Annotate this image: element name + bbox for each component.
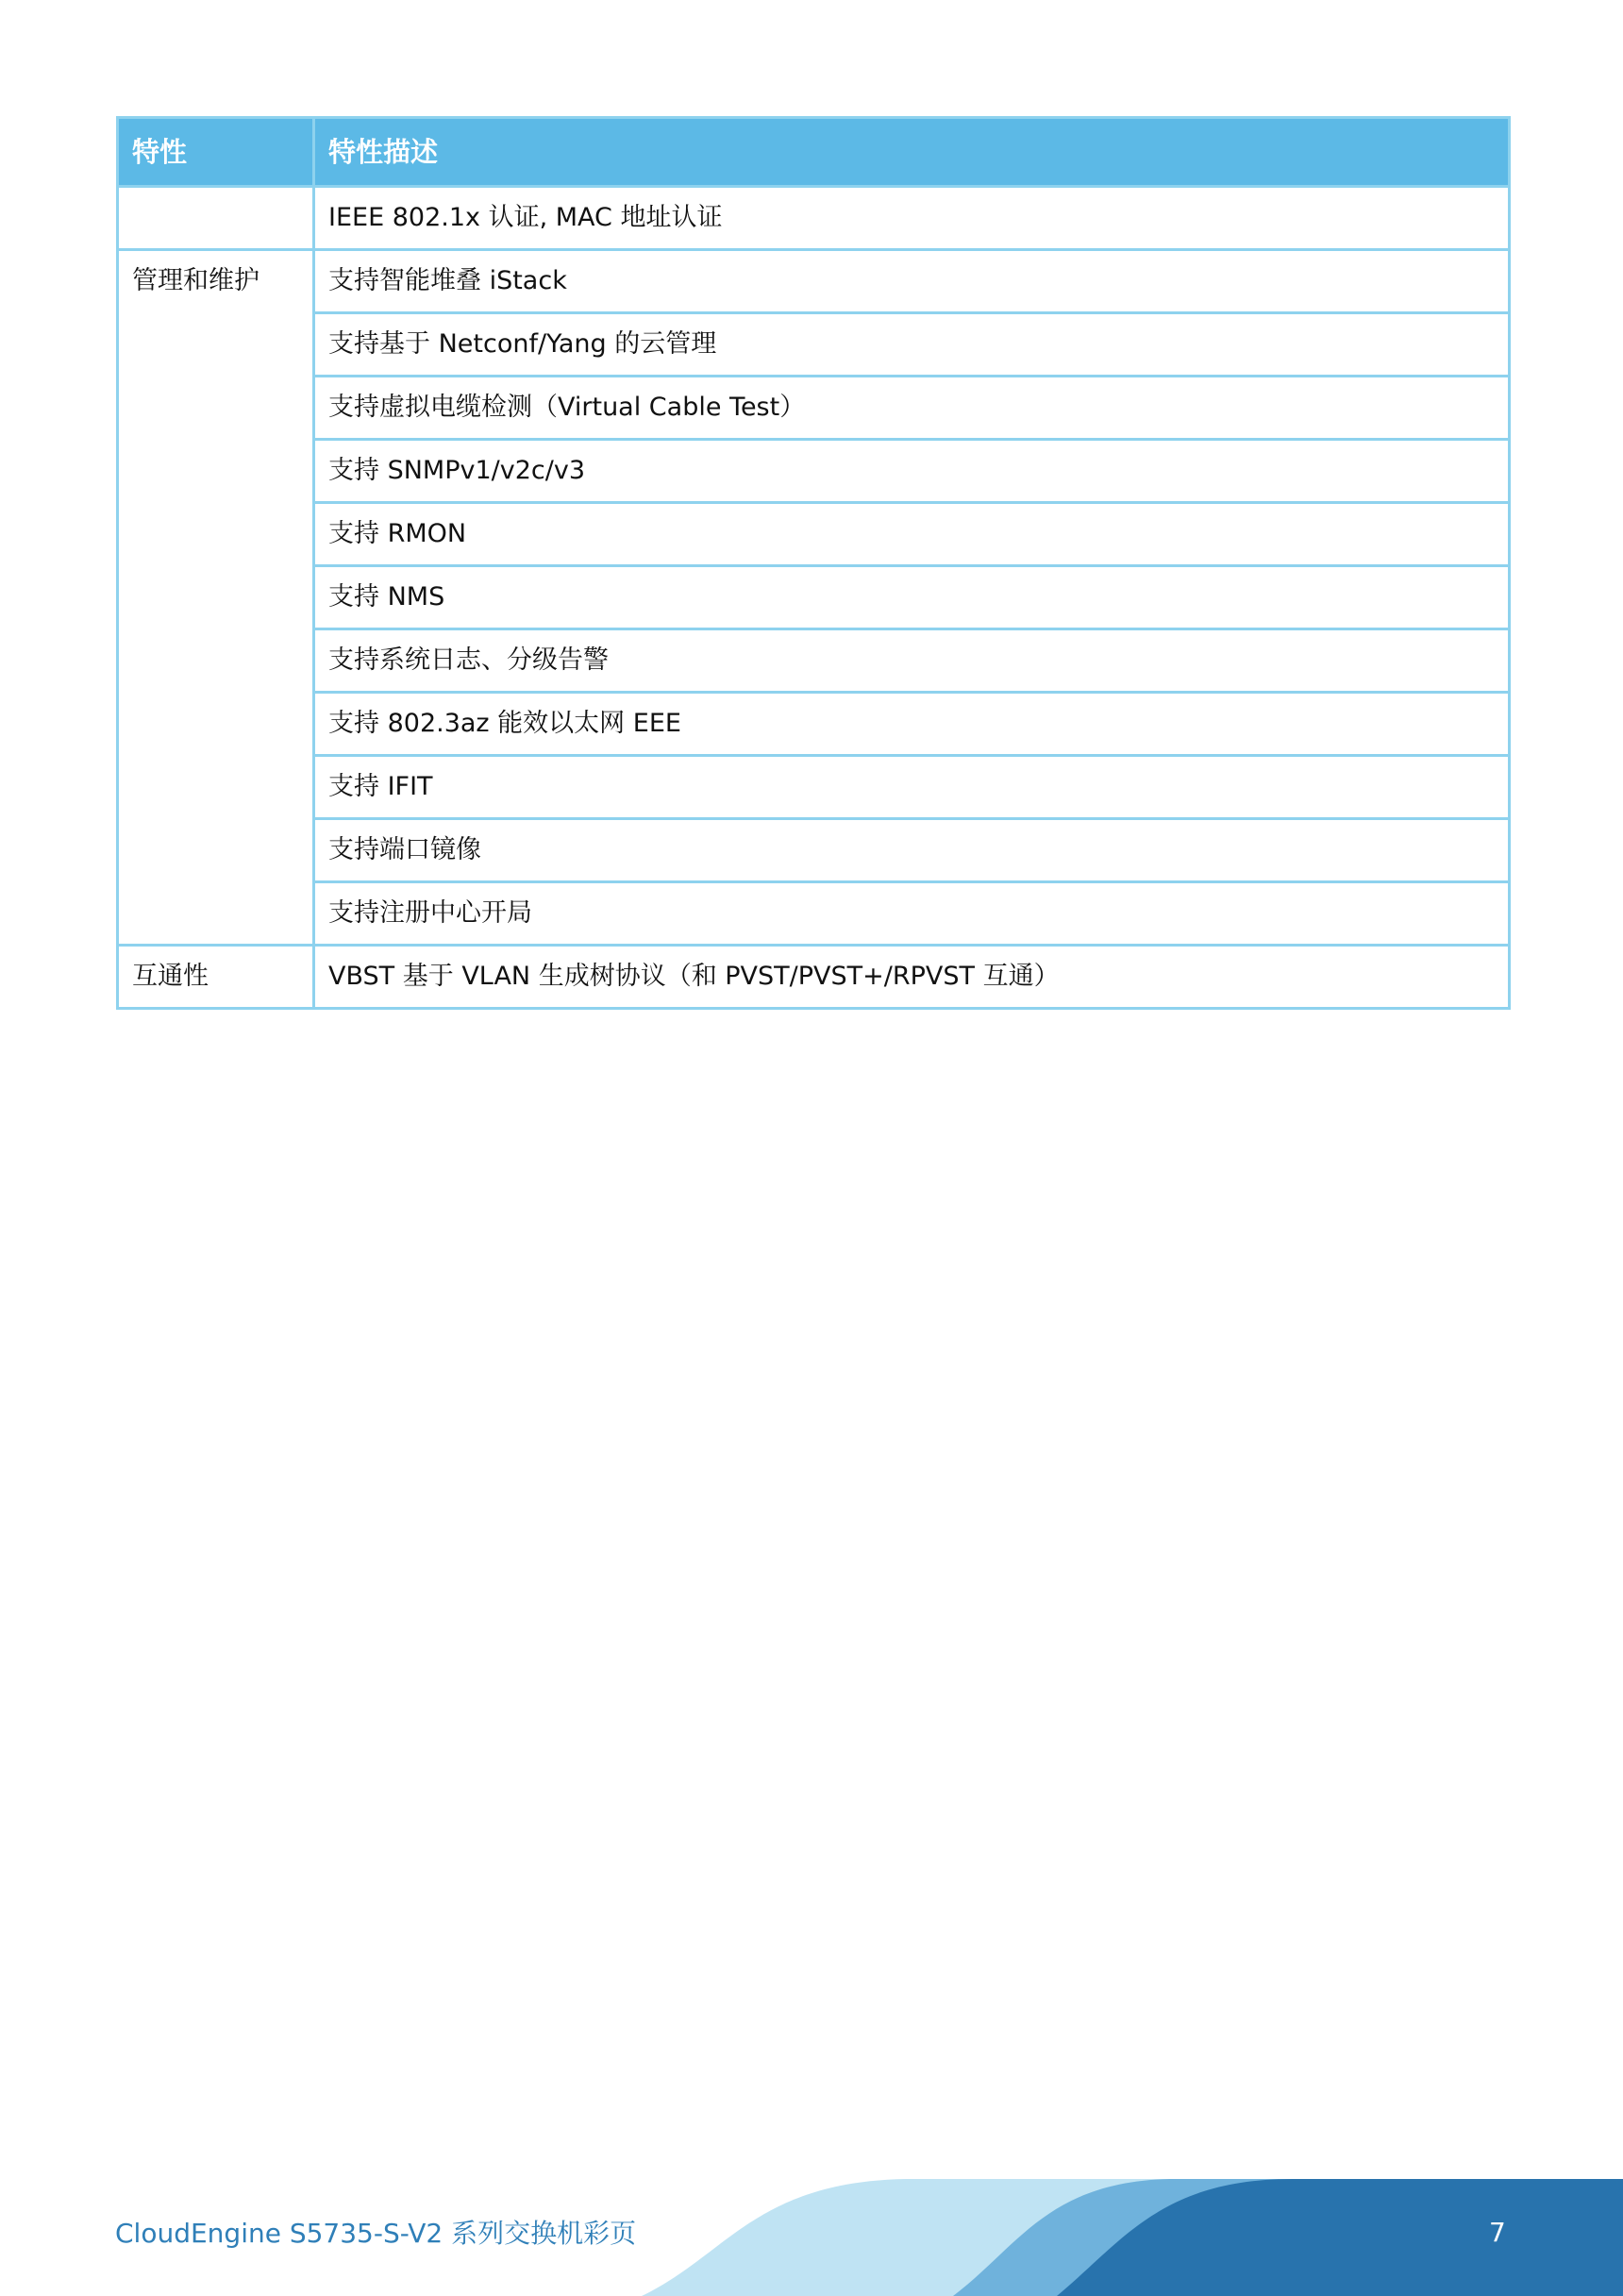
description-cell: 支持智能堆叠 iStack [314,250,1510,313]
page-number: 7 [1489,2217,1506,2248]
header-feature: 特性 [118,118,314,187]
table-row [118,882,1510,946]
description-cell: VBST 基于 VLAN 生成树协议（和 PVST/PVST+/RPVST 互通） [314,946,1510,1009]
table-row [118,313,1510,377]
description-cell: 支持注册中心开局 [314,882,1510,946]
feature-cell-interop: 互通性 [118,946,314,1009]
header-description: 特性描述 [314,118,1510,187]
feature-cell-management: 管理和维护 [118,250,314,946]
description-cell: 支持虚拟电缆检测（Virtual Cable Test） [314,377,1510,440]
footer-document-title: CloudEngine S5735-S-V2 系列交换机彩页 [115,2218,637,2249]
table-row [118,377,1510,440]
description-cell: 支持 IFIT [314,756,1510,819]
description-cell: 支持系统日志、分级告警 [314,629,1510,693]
table-row [118,629,1510,693]
feature-cell-empty [118,187,314,250]
table-row [118,756,1510,819]
description-cell: IEEE 802.1x 认证, MAC 地址认证 [314,187,1510,250]
table-row [118,503,1510,566]
table-row [118,819,1510,882]
description-cell: 支持基于 Netconf/Yang 的云管理 [314,313,1510,377]
description-cell: 支持端口镜像 [314,819,1510,882]
description-cell: 支持 SNMPv1/v2c/v3 [314,440,1510,503]
table-header-row [118,118,1510,187]
table-row [118,440,1510,503]
description-cell: 支持 802.3az 能效以太网 EEE [314,693,1510,756]
table-row [118,693,1510,756]
table-row [118,250,1510,313]
spec-table [116,116,1511,1010]
description-cell: 支持 RMON [314,503,1510,566]
table-row [118,566,1510,629]
table-row [118,946,1510,1009]
description-cell: 支持 NMS [314,566,1510,629]
table-row [118,187,1510,250]
